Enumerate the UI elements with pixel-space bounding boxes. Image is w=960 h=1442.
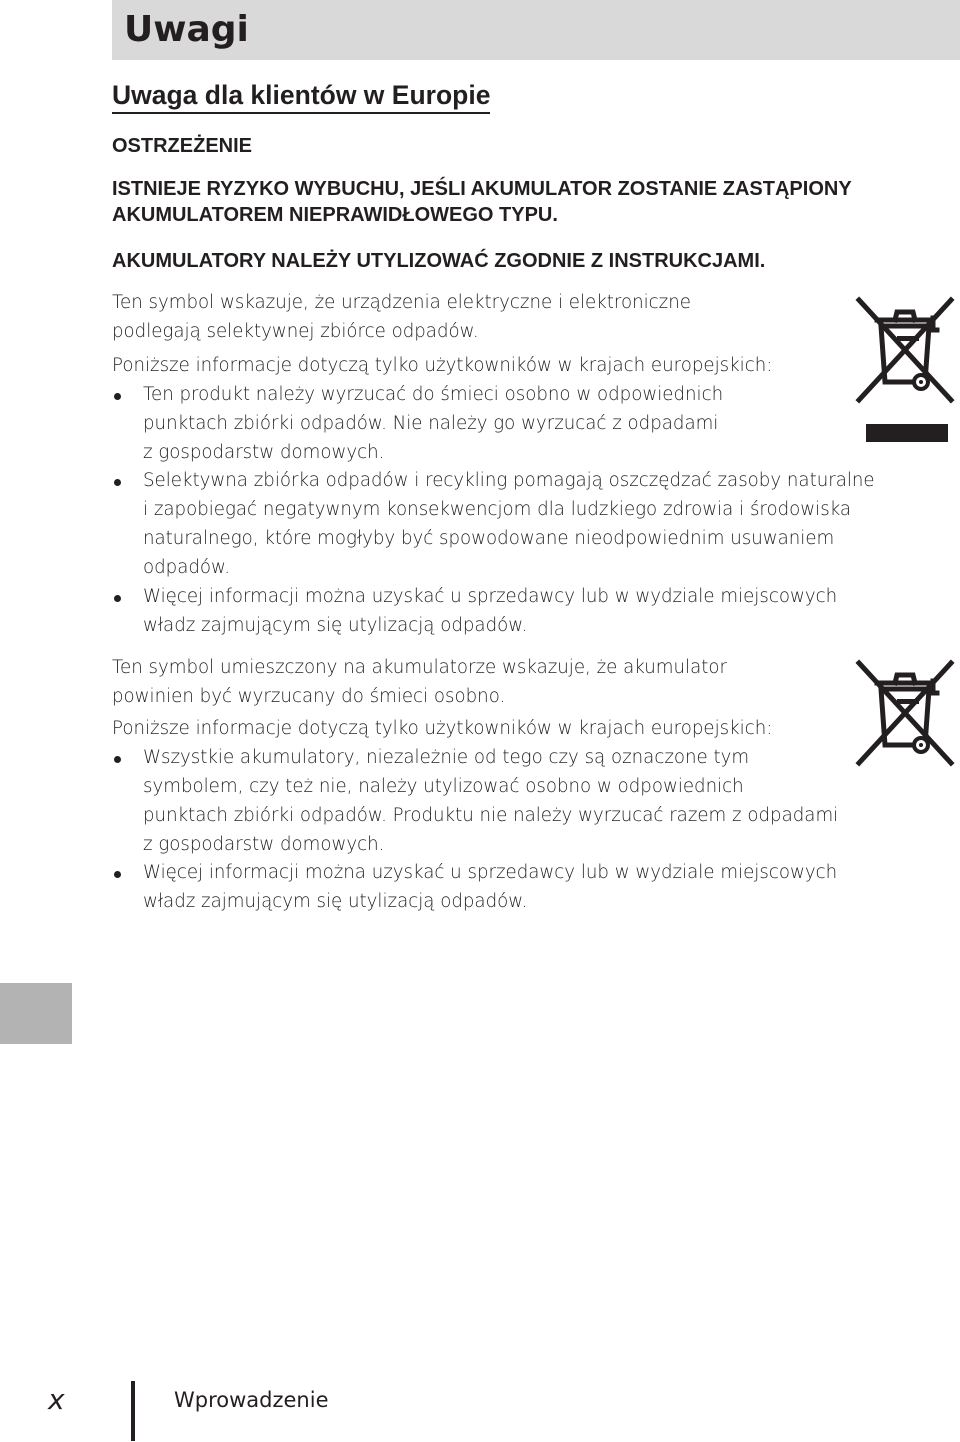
- bullet-marker: [114, 595, 121, 602]
- crossed-out-wheeled-bin-icon: [855, 296, 955, 406]
- body-text: Poniższe informacje dotyczą tylko użytkowników w krajach europejskich:: [112, 355, 773, 376]
- list-item: władz zajmującym się utylizacją odpadów.: [143, 615, 528, 636]
- list-item: Wszystkie akumulatory, niezależnie od tego czy są oznaczone tym: [143, 747, 750, 768]
- list-item: z gospodarstw domowych.: [143, 442, 385, 463]
- list-item: i zapobiegać negatywnym konsekwencjom dla ludzkiego zdrowia i środowiska: [143, 499, 852, 520]
- crossed-out-wheeled-bin-icon: [855, 659, 955, 769]
- body-text: powinien być wyrzucany do śmieci osobno.: [112, 686, 506, 707]
- page-title: Uwagi: [124, 9, 249, 50]
- list-item: z gospodarstw domowych.: [143, 834, 385, 855]
- body-text: Poniższe informacje dotyczą tylko użytkowników w krajach europejskich:: [112, 718, 773, 739]
- footer-chapter-label: Wprowadzenie: [174, 1388, 329, 1412]
- chapter-side-tab: [0, 983, 72, 1044]
- warning-line: AKUMULATORY NALEŻY UTYLIZOWAĆ ZGODNIE Z INSTRUKCJAMI.: [112, 250, 766, 272]
- solid-bar-symbol: [866, 424, 948, 442]
- list-item: Więcej informacji można uzyskać u sprzedawcy lub w wydziale miejscowych: [143, 586, 838, 607]
- list-item: Więcej informacji można uzyskać u sprzedawcy lub w wydziale miejscowych: [143, 862, 838, 883]
- body-text: Ten symbol umieszczony na akumulatorze wskazuje, że akumulator: [112, 657, 727, 678]
- warning-line: ISTNIEJE RYZYKO WYBUCHU, JEŚLI AKUMULATOR ZOSTANIE ZASTĄPIONY: [112, 178, 852, 200]
- list-item: Ten produkt należy wyrzucać do śmieci osobno w odpowiednich: [143, 384, 724, 405]
- list-item: punktach zbiórki odpadów. Produktu nie należy wyrzucać razem z odpadami: [143, 805, 839, 826]
- list-item: odpadów.: [143, 557, 231, 578]
- body-text: Ten symbol wskazuje, że urządzenia elektryczne i elektroniczne: [112, 292, 691, 313]
- list-item: symbolem, czy też nie, należy utylizować osobno w odpowiednich: [143, 776, 744, 797]
- page-number: x: [48, 1383, 65, 1416]
- bullet-marker: [114, 756, 121, 763]
- section-heading: Uwaga dla klientów w Europie: [112, 78, 490, 114]
- list-item: Selektywna zbiórka odpadów i recykling pomagają oszczędzać zasoby naturalne: [143, 470, 875, 491]
- warning-label: OSTRZEŻENIE: [112, 135, 253, 157]
- list-item: władz zajmującym się utylizacją odpadów.: [143, 891, 528, 912]
- bullet-marker: [114, 393, 121, 400]
- list-item: naturalnego, które mogłyby być spowodowane nieodpowiednim usuwaniem: [143, 528, 835, 549]
- list-item: punktach zbiórki odpadów. Nie należy go wyrzucać z odpadami: [143, 413, 719, 434]
- footer-divider: [131, 1381, 135, 1441]
- bullet-marker: [114, 479, 121, 486]
- warning-line: AKUMULATOREM NIEPRAWIDŁOWEGO TYPU.: [112, 204, 558, 226]
- body-text: podlegają selektywnej zbiórce odpadów.: [112, 321, 479, 342]
- bullet-marker: [114, 871, 121, 878]
